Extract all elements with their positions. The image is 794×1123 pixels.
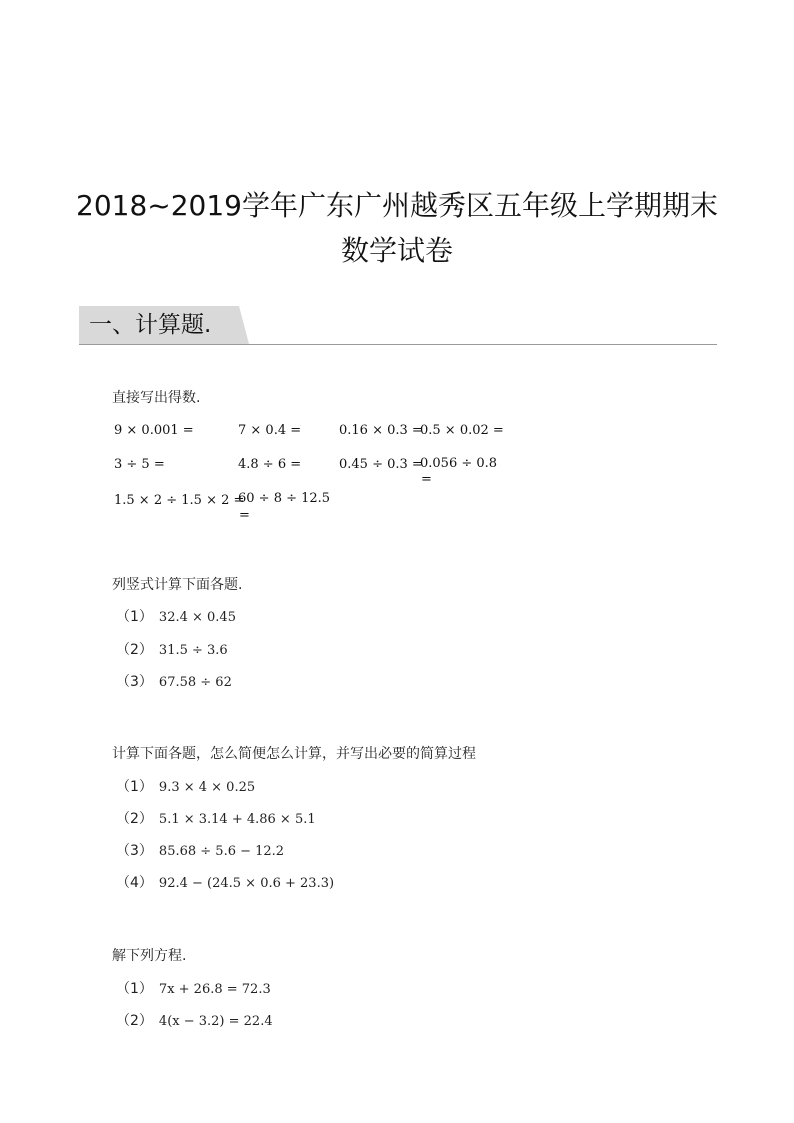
q1-expr: 0.45 ÷ 0.3 =	[339, 457, 423, 472]
q1-expr: 4.8 ÷ 6 =	[238, 457, 302, 472]
item-expression: 7x + 26.8 = 72.3	[158, 982, 271, 997]
q3-item	[116, 873, 334, 894]
section-label: 一、计算题.	[89, 312, 212, 338]
section-header-rule	[79, 344, 717, 345]
item-expression: 5.1 × 3.14 + 4.86 × 5.1	[158, 812, 316, 827]
item-number: （1）	[116, 981, 153, 997]
title-line-2: 数学试卷	[340, 234, 453, 267]
question-2-heading: 列竖式计算下面各题.	[112, 577, 243, 593]
q2-item	[116, 607, 236, 628]
title-line-1: 2018~2019学年广东广州越秀区五年级上学期期末	[76, 189, 718, 222]
q3-item	[116, 809, 316, 830]
item-expression: 31.5 ÷ 3.6	[158, 643, 228, 658]
item-number: （4）	[116, 875, 153, 891]
q1-expr: 1.5 × 2 ÷ 1.5 × 2 =	[114, 493, 245, 508]
item-number: （2）	[116, 1013, 153, 1029]
item-expression: 67.58 ÷ 62	[158, 675, 232, 690]
q1-expr-equals: =	[239, 508, 250, 523]
document-title	[60, 183, 734, 273]
item-number: （2）	[116, 811, 153, 827]
q1-expr: 9 × 0.001 =	[114, 423, 194, 438]
item-expression: 4(x − 3.2) = 22.4	[158, 1014, 273, 1029]
item-number: （1）	[116, 779, 153, 795]
section-header	[79, 306, 717, 346]
question-1-heading: 直接写出得数.	[112, 390, 201, 406]
question-4-heading: 解下列方程.	[112, 948, 187, 964]
q1-expr: 3 ÷ 5 =	[114, 457, 165, 472]
q1-expr-equals: =	[421, 472, 432, 487]
q2-item	[116, 640, 228, 661]
item-number: （2）	[116, 642, 153, 658]
q2-item	[116, 672, 232, 693]
q1-expr: 0.056 ÷ 0.8	[420, 456, 498, 471]
q1-expr: 7 × 0.4 =	[238, 423, 302, 438]
question-3-heading: 计算下面各题，怎么简便怎么计算，并写出必要的简算过程	[112, 746, 476, 762]
item-expression: 9.3 × 4 × 0.25	[158, 780, 256, 795]
item-number: （1）	[116, 609, 153, 625]
q1-expr: 60 ÷ 8 ÷ 12.5	[238, 491, 331, 506]
q1-expr: 0.5 × 0.02 =	[420, 423, 504, 438]
item-number: （3）	[116, 843, 153, 859]
q4-item	[116, 979, 271, 1000]
item-number: （3）	[116, 674, 153, 690]
item-expression: 92.4 − (24.5 × 0.6 + 23.3)	[158, 876, 335, 891]
q1-expr: 0.16 × 0.3 =	[339, 423, 423, 438]
q3-item	[116, 841, 284, 862]
item-expression: 32.4 × 0.45	[158, 610, 236, 625]
item-expression: 85.68 ÷ 5.6 − 12.2	[158, 844, 285, 859]
q4-item	[116, 1011, 273, 1032]
q3-item	[116, 777, 255, 798]
